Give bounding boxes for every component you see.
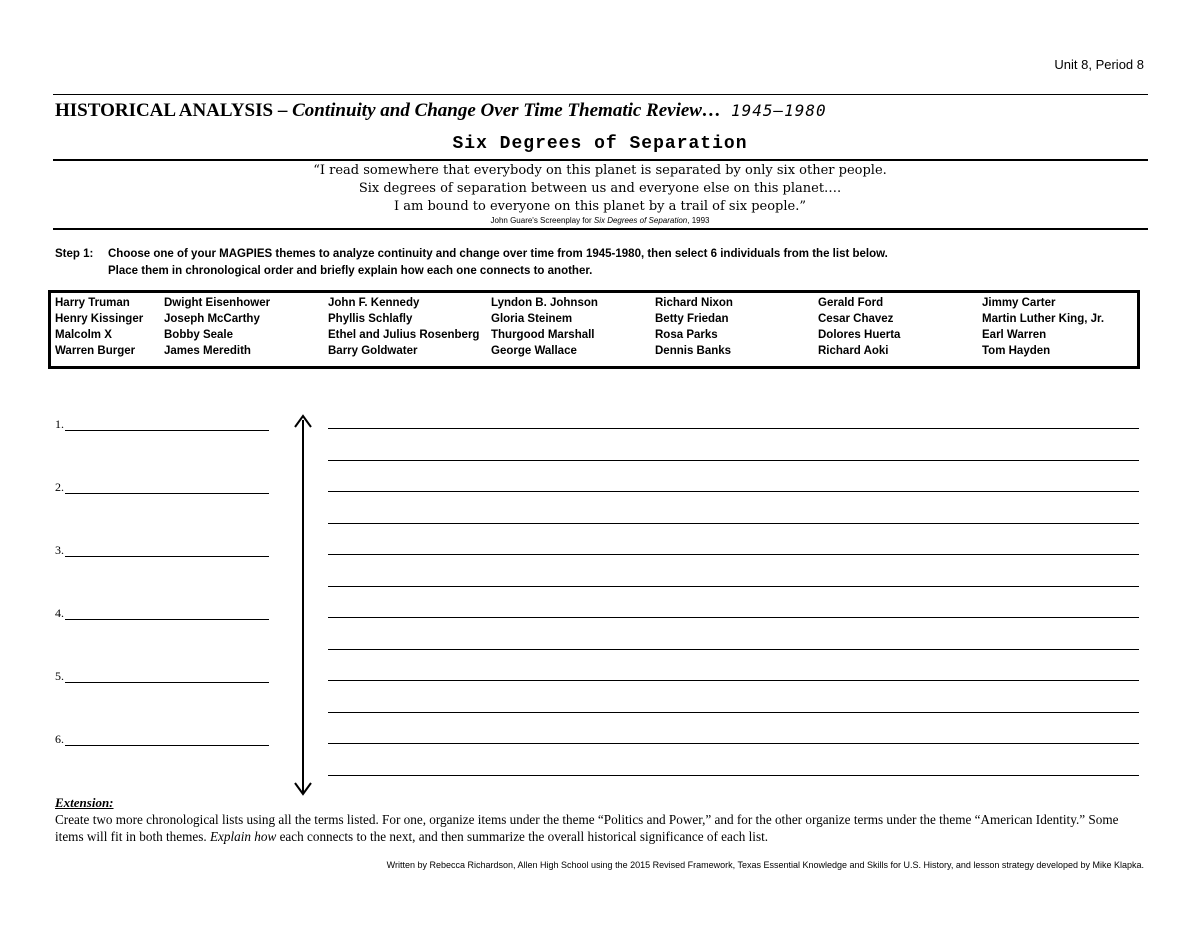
page-title [55, 100, 827, 122]
writing-line[interactable] [328, 712, 1139, 713]
unit-label: Unit 8, Period 8 [1054, 57, 1144, 72]
name-item: Phyllis Schlafly [328, 313, 413, 325]
title-years: 1945–1980 [730, 101, 827, 120]
entry-number: 3. [55, 543, 64, 557]
arrow-up-icon [294, 414, 312, 428]
credit-line: Written by Rebecca Richardson, Allen High School using the 2015 Revised Framework, Texas Essential Knowledge and Skills for U.S. History, and lesson strategy developed by Mike Klapka. [386, 860, 1144, 870]
quote-line: “I read somewhere that everybody on this planet is separated by only six other people. [313, 163, 887, 178]
name-item: Ethel and Julius Rosenberg [328, 329, 480, 341]
quote-line: I am bound to everyone on this planet by a trail of six people.” [393, 199, 807, 214]
name-blank[interactable] [65, 682, 269, 683]
step-line-1: Choose one of your MAGPIES themes to analyze continuity and change over time from 1945-1980, then select 6 individuals from the list below. [108, 248, 888, 260]
writing-line[interactable] [328, 775, 1139, 776]
writing-line[interactable] [328, 680, 1139, 681]
writing-line[interactable] [328, 554, 1139, 555]
name-item: Harry Truman [55, 297, 130, 309]
extension-heading: Extension: [55, 795, 114, 810]
step-line-2: Place them in chronological order and briefly explain how each one connects to another. [108, 265, 593, 277]
step-instructions [55, 246, 888, 280]
writing-line[interactable] [328, 617, 1139, 618]
name-item: Martin Luther King, Jr. [982, 313, 1105, 325]
writing-line[interactable] [328, 649, 1139, 650]
name-item: Gloria Steinem [491, 313, 573, 325]
name-item: Gerald Ford [818, 297, 884, 309]
writing-line[interactable] [328, 586, 1139, 587]
name-item: Lyndon B. Johnson [491, 297, 598, 309]
header-rule [53, 94, 1148, 95]
name-item: James Meredith [164, 345, 251, 357]
name-item: Betty Friedan [655, 313, 729, 325]
entry-number: 2. [55, 480, 64, 494]
quote-block [0, 162, 1200, 216]
quote-citation: John Guare's Screenplay for Six Degrees of Separation, 1993 [490, 216, 710, 225]
name-item: Richard Aoki [818, 345, 889, 357]
name-item: George Wallace [491, 345, 577, 357]
name-item: Dennis Banks [655, 345, 732, 357]
quote-rule [53, 228, 1148, 230]
entry-number: 6. [55, 732, 64, 746]
name-item: Tom Hayden [982, 345, 1051, 357]
extension-text: Create two more chronological lists using all the terms listed. For one, organize items under the theme “Politics and Power,” and for the other organize terms under the theme “American Identity.” Some items will fit in both themes. Explain how each connects to the next, and then summarize the overall historical significance of each list. [55, 812, 1119, 844]
name-item: Barry Goldwater [328, 345, 418, 357]
name-item: Richard Nixon [655, 297, 733, 309]
name-item: Rosa Parks [655, 329, 718, 341]
timeline-arrow [302, 420, 304, 794]
name-item: Dolores Huerta [818, 329, 901, 341]
writing-line[interactable] [328, 491, 1139, 492]
name-blank[interactable] [65, 619, 269, 620]
name-blank[interactable] [65, 745, 269, 746]
arrow-down-icon [294, 782, 312, 796]
name-blank[interactable] [65, 556, 269, 557]
writing-line[interactable] [328, 743, 1139, 744]
name-item: Jimmy Carter [982, 297, 1056, 309]
name-item: Malcolm X [55, 329, 112, 341]
name-blank[interactable] [65, 430, 269, 431]
name-item: Joseph McCarthy [164, 313, 260, 325]
name-blank[interactable] [65, 493, 269, 494]
name-item: Bobby Seale [164, 329, 234, 341]
entry-number: 4. [55, 606, 64, 620]
name-item: Dwight Eisenhower [164, 297, 271, 309]
section-heading: Six Degrees of Separation [452, 134, 748, 154]
entry-number: 5. [55, 669, 64, 683]
writing-line[interactable] [328, 428, 1139, 429]
quote-line: Six degrees of separation between us and everyone else on this planet…. [358, 181, 842, 196]
name-item: Henry Kissinger [55, 313, 144, 325]
step-label: Step 1: [55, 248, 94, 260]
title-main: HISTORICAL ANALYSIS – [55, 100, 293, 121]
title-subtitle: Continuity and Change Over Time Thematic Review… [292, 100, 721, 121]
name-item: Earl Warren [982, 329, 1047, 341]
name-item: Thurgood Marshall [491, 329, 595, 341]
writing-line[interactable] [328, 460, 1139, 461]
name-item: Warren Burger [55, 345, 136, 357]
name-item: Cesar Chavez [818, 313, 894, 325]
name-item: John F. Kennedy [328, 297, 420, 309]
entry-number: 1. [55, 417, 64, 431]
writing-line[interactable] [328, 523, 1139, 524]
heading-rule [53, 159, 1148, 161]
